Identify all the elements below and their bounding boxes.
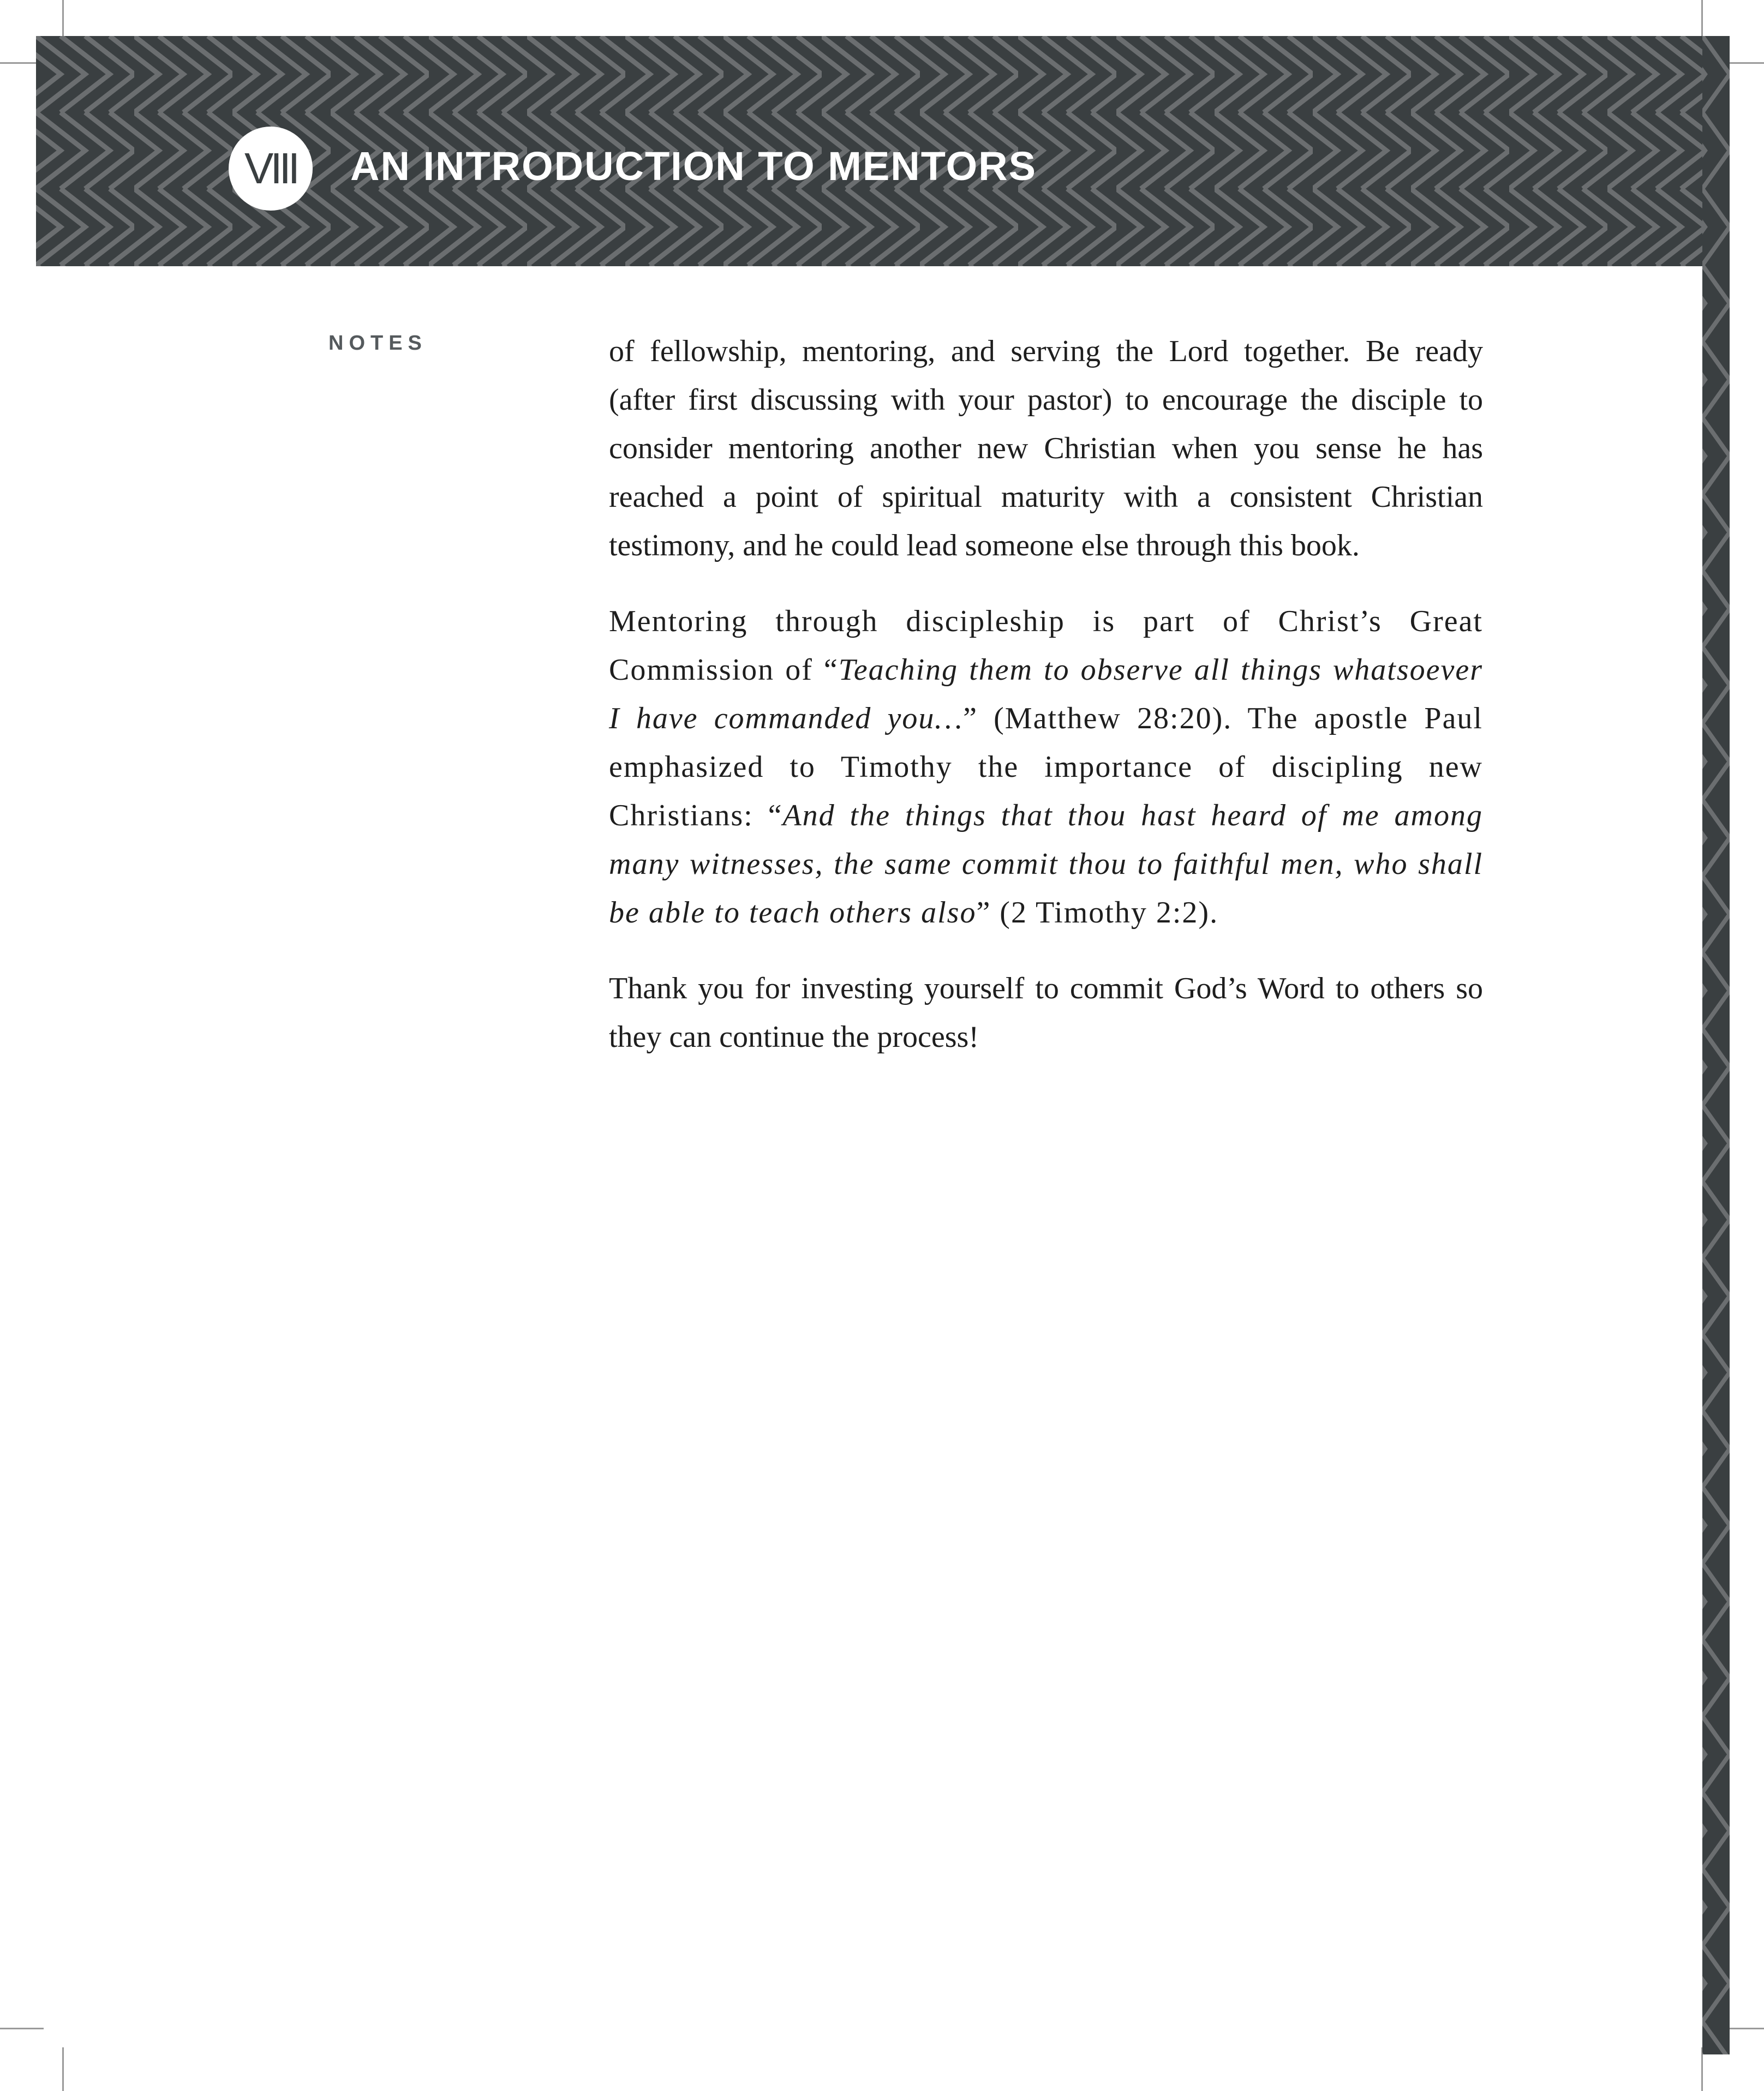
notes-label: NOTES xyxy=(328,332,427,355)
right-edge-band xyxy=(1702,36,1730,2054)
crop-mark-bottom-left-horizontal xyxy=(0,2028,44,2029)
paragraph-2 xyxy=(609,597,1483,937)
paragraph-1: of fellowship, mentoring, and serving the Lord together. Be ready (after first discussing with your pastor) to encourage the disciple to consider mentoring another new Christian when you sense he has reached a point of spiritual maturity with a consistent Christian testimony, and he could lead someone else through this book. xyxy=(609,334,1483,562)
paragraph-2-quote-timothy: And the things that thou hast heard of me among many witnesses, the same commit thou to faithful men, who shall be able to teach others also xyxy=(609,799,1483,930)
paragraph-2-part-a: Mentoring through discipleship is part of Christ’s Great Commission of “ xyxy=(609,604,1483,687)
paragraph-3: Thank you for investing yourself to commit God’s Word to others so they can continue the process! xyxy=(609,972,1483,1054)
page-number: VIII xyxy=(244,144,297,193)
paragraph-2-part-c: ” (Matthew 28:20). The apostle Paul emphasized to Timothy the importance of discipling new Christians: “ xyxy=(609,702,1483,832)
chapter-header-band xyxy=(36,36,1702,266)
chapter-title: AN INTRODUCTION TO MENTORS xyxy=(350,143,1037,189)
paragraph-2-part-e: ” (2 Timothy 2:2). xyxy=(976,896,1219,930)
crop-mark-bottom-left-vertical xyxy=(62,2047,64,2091)
paragraph-2-quote-matthew: Teaching them to observe all things whatsoever I have commanded you… xyxy=(609,653,1483,735)
edge-pattern xyxy=(1702,36,1730,2054)
body-text xyxy=(609,327,1483,1089)
page-number-badge xyxy=(229,127,313,211)
